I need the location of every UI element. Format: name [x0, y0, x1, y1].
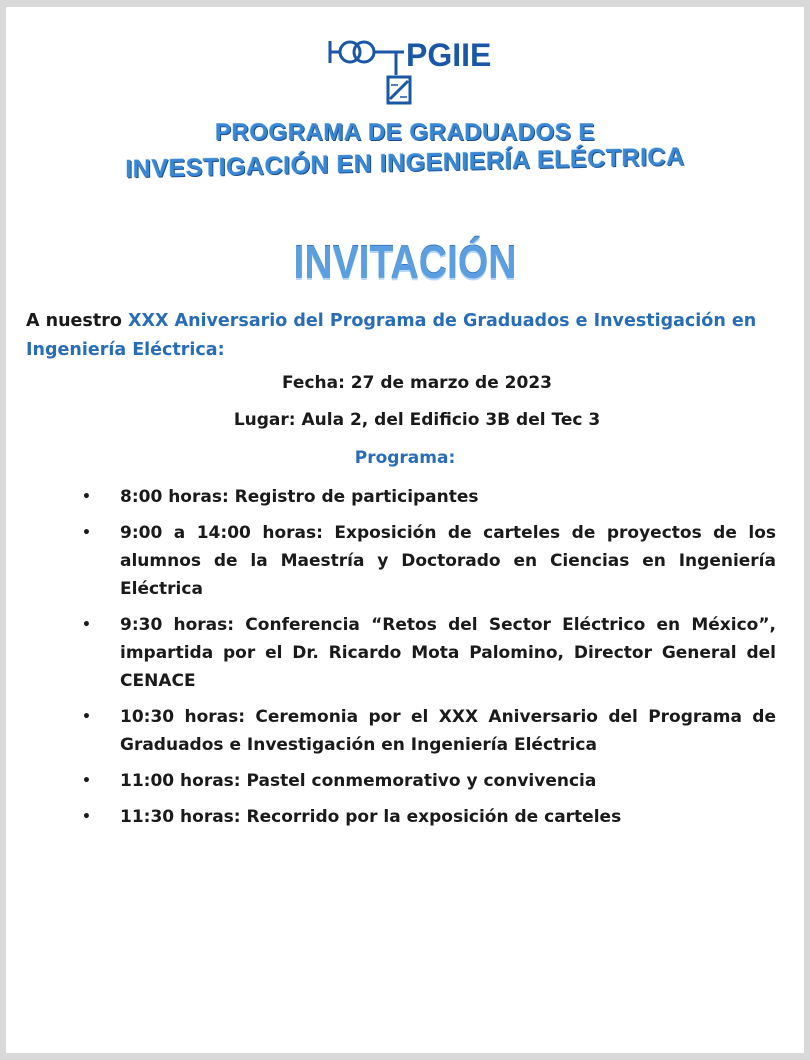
event-location: Lugar: Aula 2, del Edificio 3B del Tec 3 — [233, 410, 601, 430]
program-item-text: 9:30 horas: Conferencia “Retos del Sector Eléctrico en México”, impartida por el Dr. Ricardo Mota Palomino, Director General del CENACE — [120, 615, 776, 691]
program-item — [76, 519, 776, 603]
program-item-text: 8:00 horas: Registro de participantes — [120, 487, 479, 507]
bullet-icon: • — [82, 617, 91, 633]
program-item — [76, 803, 776, 831]
program-title: Programa: — [354, 448, 456, 468]
group-photo — [288, 855, 538, 1041]
bullet-icon: • — [82, 809, 91, 825]
bullet-icon: • — [82, 773, 91, 789]
circuit-transformer-icon — [324, 37, 414, 109]
intro-paragraph — [26, 307, 786, 365]
logo-text: PGIIE — [406, 37, 492, 73]
invitation-heading: INVITACIÓN — [293, 236, 517, 288]
program-list — [76, 483, 776, 839]
org-title-line1: PROGRAMA DE GRADUADOS E — [215, 119, 595, 146]
program-item-text: 11:00 horas: Pastel conmemorativo y convivencia — [120, 771, 597, 791]
program-item-text: 10:30 horas: Ceremonia por el XXX Aniversario del Programa de Graduados e Investigación en Ingeniería Eléctrica — [120, 707, 776, 755]
bullet-icon: • — [82, 489, 91, 505]
invitation-page — [6, 7, 804, 1053]
program-item-text: 9:00 a 14:00 horas: Exposición de carteles de proyectos de los alumnos de la Maestría y Doctorado en Ciencias en Ingeniería Eléctrica — [120, 523, 776, 599]
pgiie-logo — [324, 37, 534, 109]
program-item-text: 11:30 horas: Recorrido por la exposición de carteles — [120, 807, 622, 827]
program-item — [76, 703, 776, 759]
org-title-line2: INVESTIGACIÓN EN INGENIERÍA ELÉCTRICA — [125, 142, 685, 184]
bullet-icon: • — [82, 525, 91, 541]
program-item — [76, 611, 776, 695]
program-item — [76, 483, 776, 511]
program-item — [76, 767, 776, 795]
intro-prefix: A nuestro — [26, 311, 128, 331]
bullet-icon: • — [82, 709, 91, 725]
intro-highlight: XXX Aniversario del Programa de Graduados e Investigación en Ingeniería Eléctrica: — [26, 311, 757, 360]
event-date: Fecha: 27 de marzo de 2023 — [281, 373, 552, 393]
